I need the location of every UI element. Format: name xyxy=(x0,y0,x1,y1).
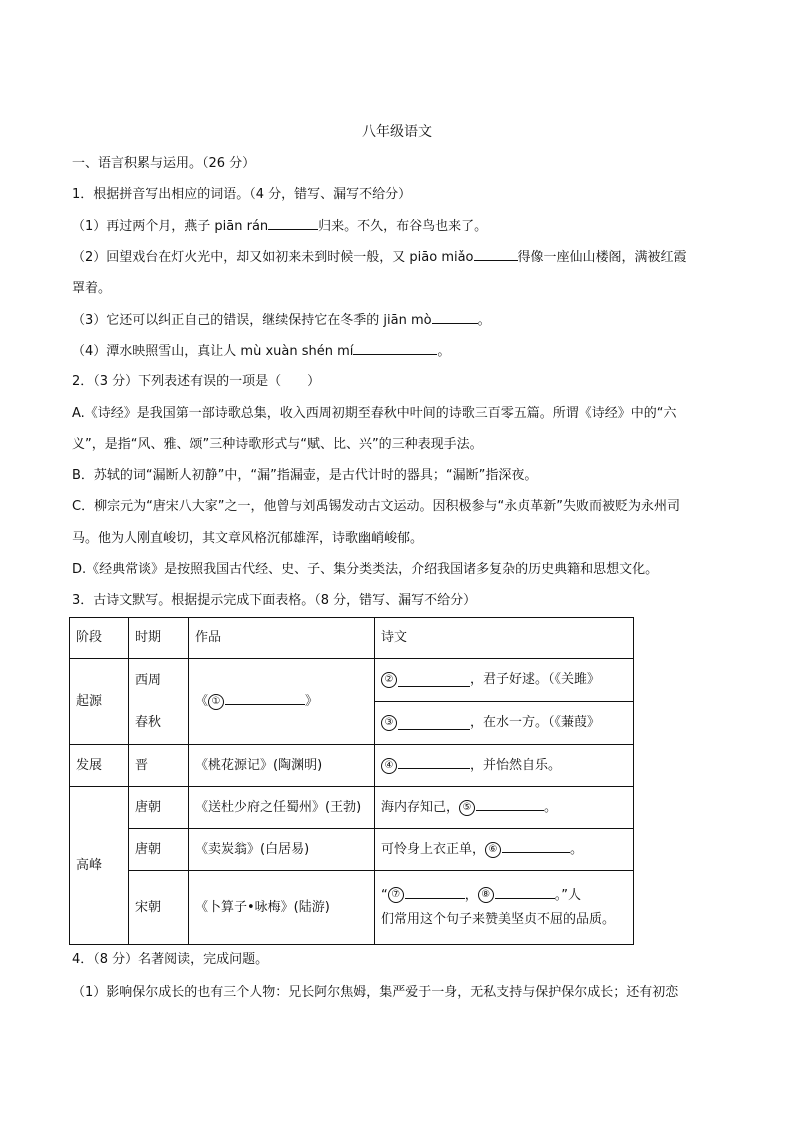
option-d: D.《经典常谈》是按照我国古代经、史、子、集分类类法，介绍我国诸多复杂的历史典籍和思想文化。 xyxy=(72,562,659,577)
answer-blank[interactable] xyxy=(432,311,478,324)
answer-blank[interactable] xyxy=(495,886,555,899)
verse-peak-1: 海内存知己， ⑤ 。 xyxy=(375,787,634,829)
answer-blank[interactable] xyxy=(398,756,470,769)
period-tang-2: 唐朝 xyxy=(129,829,189,871)
verse-peak-3: “ ⑦ ， ⑧ 。”人 们常用这个句子来赞美坚贞不屈的品质。 xyxy=(375,871,634,945)
answer-blank[interactable] xyxy=(398,717,470,730)
question-1-item-3: （3）它还可以纠正自己的错误，继续保持它在冬季的 jiān mò 。 xyxy=(72,313,491,328)
question-4-part-1: （1）影响保尔成长的也有三个人物：兄长阿尔焦姆，集严爱于一身，无私支持与保护保尔成长；还有初恋 xyxy=(72,985,679,1000)
verse-peak-2: 可怜身上衣正单， ⑥ 。 xyxy=(375,829,634,871)
option-c-cont: 马。他为人刚直峻切，其文章风格沉郁雄浑，诗歌幽峭峻郁。 xyxy=(72,531,424,546)
work-yongmei: 《卜算子•咏梅》(陆游) xyxy=(189,871,375,945)
work-origin: 《 ① 》 xyxy=(189,659,375,745)
verse-origin: ② ，君子好逑。（《关雎》 ③ ，在水一方。（《蒹葭》 xyxy=(375,659,634,745)
option-a-cont: 义”，是指“风、雅、颂”三种诗歌形式与“赋、比、兴”的三种表现手法。 xyxy=(72,437,483,452)
option-b: B．苏轼的词“漏断人初静”中，“漏”指漏壶，是古代计时的器具；“漏断”指深夜。 xyxy=(72,468,538,483)
answer-blank[interactable] xyxy=(225,692,305,705)
period-jin: 晋 xyxy=(129,745,189,787)
period-song: 宋朝 xyxy=(129,871,189,945)
answer-blank[interactable] xyxy=(268,217,318,230)
work-dushaofu: 《送杜少府之任蜀州》(王勃) xyxy=(189,787,375,829)
answer-blank[interactable] xyxy=(476,798,544,811)
answer-blank[interactable] xyxy=(502,840,570,853)
answer-blank[interactable] xyxy=(405,886,465,899)
work-maitanweng: 《卖炭翁》(白居易) xyxy=(189,829,375,871)
section-heading: 一、语言积累与运用。（26 分） xyxy=(72,156,256,171)
poetry-table xyxy=(69,617,634,945)
header-stage: 阶段 xyxy=(70,618,129,659)
work-taohuayuan: 《桃花源记》(陶渊明) xyxy=(189,745,375,787)
question-2-stem: 2．（3 分）下列表述有误的一项是（ ） xyxy=(72,374,321,389)
header-period: 时期 xyxy=(129,618,189,659)
stage-origin: 起源 xyxy=(70,659,129,745)
period-origin: 西周 春秋 xyxy=(129,659,189,745)
option-a: A.《诗经》是我国第一部诗歌总集，收入西周初期至春秋中叶间的诗歌三百零五篇。所谓《诗经》中的“六 xyxy=(72,406,677,421)
question-4-stem: 4．（8 分）名著阅读，完成问题。 xyxy=(72,952,269,967)
verse-develop: ④ ，并怡然自乐。 xyxy=(375,745,634,787)
answer-blank[interactable] xyxy=(474,248,518,261)
answer-blank[interactable] xyxy=(398,674,470,687)
question-3-stem: 3．古诗文默写。根据提示完成下面表格。（8 分，错写、漏写不给分） xyxy=(72,593,477,608)
question-1-item-1: （1）再过两个月，燕子 piān rán 归来。不久，布谷鸟也来了。 xyxy=(72,219,488,234)
option-c: C．柳宗元为“唐宋八大家”之一，他曾与刘禹锡发动古文运动。因积极参与“永贞革新”失败而被贬为永州司 xyxy=(72,499,681,514)
stage-peak: 高峰 xyxy=(70,787,129,945)
header-verse: 诗文 xyxy=(375,618,634,659)
question-1-item-2-cont: 罩着。 xyxy=(72,281,112,296)
header-work: 作品 xyxy=(189,618,375,659)
stage-develop: 发展 xyxy=(70,745,129,787)
question-1-item-2: （2）回望戏台在灯火光中，却又如初来未到时候一般，又 piāo miǎo 得像一座仙山楼阁，满被红霞 xyxy=(72,250,687,265)
question-1-item-4: （4）潭水映照雪山，真让人 mù xuàn shén mí 。 xyxy=(72,344,451,359)
answer-blank[interactable] xyxy=(353,342,437,355)
page-title: 八年级语文 xyxy=(362,124,432,140)
question-1-stem: 1．根据拼音写出相应的词语。（4 分，错写、漏写不给分） xyxy=(72,187,412,202)
period-tang-1: 唐朝 xyxy=(129,787,189,829)
